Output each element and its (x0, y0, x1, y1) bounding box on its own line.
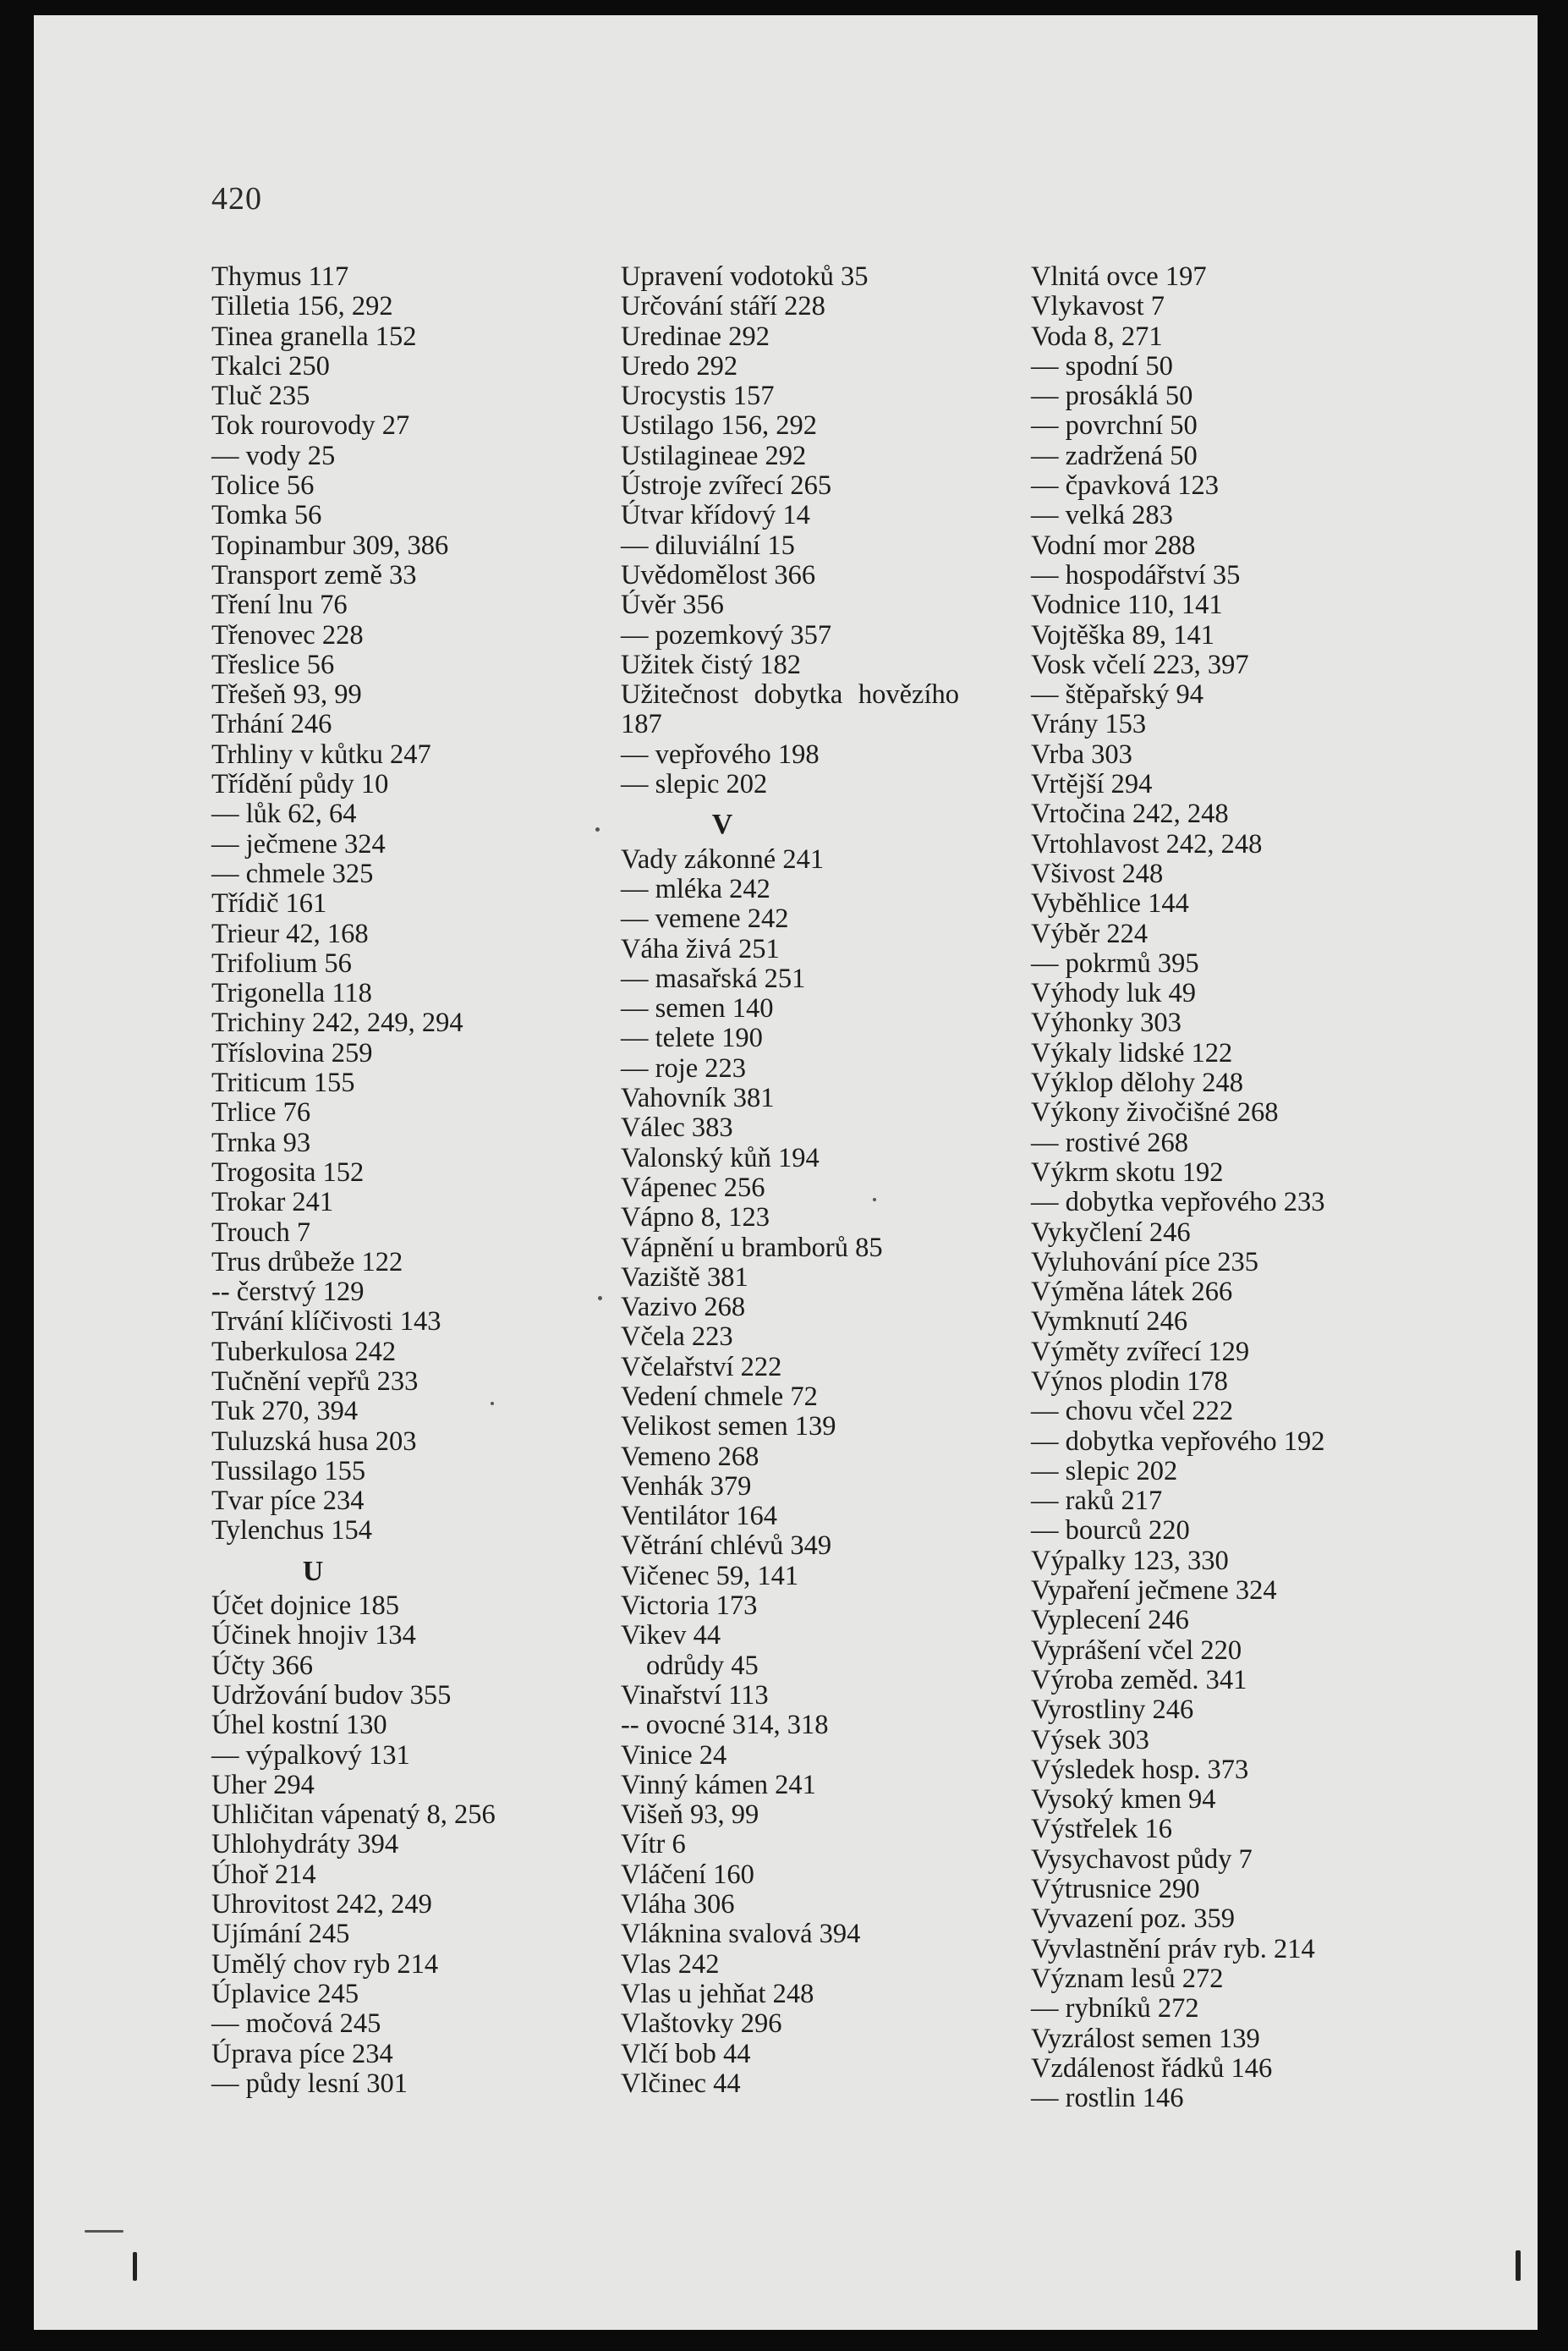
index-entry: Úhoř 214 (211, 1859, 316, 1890)
index-entry: Užitečnost dobytka hovězího 187 (621, 679, 959, 740)
index-entry: Vítr 6 (621, 1829, 686, 1860)
index-entry: Účinek hnojiv 134 (211, 1620, 416, 1651)
index-entry: Výstřelek 16 (1031, 1814, 1172, 1845)
index-entry: Třídič 161 (211, 888, 327, 920)
index-entry: Třeslice 56 (211, 649, 335, 680)
index-entry: Výnos plodin 178 (1031, 1365, 1228, 1397)
index-entry: Výběr 224 (1031, 918, 1149, 949)
index-entry: Vzdálenost řádků 146 (1031, 2052, 1273, 2084)
index-entry: — zadržená 50 (1031, 440, 1198, 471)
index-entry: Vyvlastnění práv ryb. 214 (1031, 1933, 1315, 1964)
index-entry: Vláčení 160 (621, 1859, 754, 1890)
index-entry: Výroba zeměd. 341 (1031, 1664, 1247, 1695)
index-entry: Vodní mor 288 (1031, 530, 1196, 561)
index-entry: Trieur 42, 168 (211, 918, 369, 949)
index-entry: -- ovocné 314, 318 (621, 1710, 829, 1741)
index-entry: Tussilago 155 (211, 1455, 366, 1486)
index-entry: Výkrm skotu 192 (1031, 1156, 1224, 1188)
index-group (1031, 262, 1433, 2113)
index-entry: Trogosita 152 (211, 1156, 365, 1188)
index-entry: Účet dojnice 185 (211, 1590, 400, 1622)
index-entry: — masařská 251 (621, 963, 806, 994)
index-entry: Výměty zvířecí 129 (1031, 1336, 1250, 1367)
index-entry: Vrtohlavost 242, 248 (1031, 828, 1263, 860)
index-entry: Úvěr 356 (621, 590, 724, 621)
index-entry: Tvar píce 234 (211, 1486, 365, 1517)
index-entry: Vysychavost půdy 7 (1031, 1843, 1253, 1875)
index-entry: Vápno 8, 123 (621, 1202, 770, 1233)
index-entry: Vyluhování píce 235 (1031, 1246, 1258, 1277)
index-entry: Tříslovina 259 (211, 1037, 373, 1068)
index-entry: Úhel kostní 130 (211, 1710, 387, 1741)
index-entry: Vemeno 268 (621, 1441, 759, 1472)
index-entry: Výkaly lidské 122 (1031, 1037, 1233, 1068)
index-group (621, 262, 1022, 680)
index-entry: — prosáklá 50 (1031, 381, 1193, 412)
index-entry: Tuluzská husa 203 (211, 1425, 417, 1457)
index-entry: Velikost semen 139 (621, 1411, 836, 1442)
page-number: 420 (211, 181, 262, 217)
index-entry: Vyzrálost semen 139 (1031, 2023, 1260, 2054)
index-entry: — chovu včel 222 (1031, 1396, 1234, 1427)
index-entry: Ústroje zvířecí 265 (621, 470, 832, 502)
index-entry: Výsek 303 (1031, 1724, 1149, 1755)
index-entry: Topinambur 309, 386 (211, 530, 449, 561)
index-entry: Tolice 56 (211, 470, 315, 502)
index-entry: Vrány 153 (1031, 709, 1147, 740)
index-group (211, 1591, 613, 2099)
index-entry: Tomka 56 (211, 500, 322, 531)
index-entry: Tylenchus 154 (211, 1515, 372, 1546)
index-entry: — velká 283 (1031, 500, 1173, 531)
index-entry: Vyplecení 246 (1031, 1605, 1189, 1636)
index-entry: Vlnitá ovce 197 (1031, 261, 1207, 292)
index-entry: Tluč 235 (211, 381, 310, 412)
index-entry: Vlas u jehňat 248 (621, 1978, 814, 2009)
index-entry: Vosk včelí 223, 397 (1031, 649, 1249, 680)
index-entry: Uhličitan vápenatý 8, 256 (211, 1799, 496, 1831)
index-entry: — pozemkový 357 (621, 619, 832, 651)
index-entry: Vápenec 256 (621, 1172, 765, 1203)
index-entry: Uhlohydráty 394 (211, 1829, 399, 1860)
index-entry: Vlčí bob 44 (621, 2038, 751, 2069)
index-entry: Vlaštovky 296 (621, 2008, 782, 2040)
index-column-2 (621, 262, 1022, 2099)
index-entry: Tinea granella 152 (211, 321, 417, 352)
index-entry: Trifolium 56 (211, 948, 352, 979)
index-entry: — dobytka vepřového 233 (1031, 1187, 1325, 1218)
index-entry: Vičenec 59, 141 (621, 1560, 799, 1591)
index-entry: Vojtěška 89, 141 (1031, 619, 1214, 651)
index-entry: Vrtočina 242, 248 (1031, 799, 1229, 830)
index-entry: Všivost 248 (1031, 858, 1164, 889)
index-group (621, 845, 1022, 1651)
index-entry: Výhonky 303 (1031, 1008, 1181, 1039)
index-entry: Triticum 155 (211, 1068, 355, 1099)
index-entry: Trvání klíčivosti 143 (211, 1306, 441, 1338)
index-entry: Vyběhlice 144 (1031, 888, 1189, 920)
index-entry: -- čerstvý 129 (211, 1277, 365, 1308)
index-entry: Vysoký kmen 94 (1031, 1784, 1216, 1815)
index-entry: Vyrostliny 246 (1031, 1695, 1194, 1726)
index-entry: odrůdy 45 (646, 1650, 759, 1681)
index-entry: Výměna látek 266 (1031, 1277, 1233, 1308)
index-entry: Včela 223 (621, 1321, 733, 1353)
index-entry: Výsledek hosp. 373 (1031, 1754, 1249, 1785)
index-entry: — pokrmů 395 (1031, 948, 1199, 979)
index-entry: Vady zákonné 241 (621, 843, 825, 875)
index-entry: Trhání 246 (211, 709, 332, 740)
index-entry: — rostivé 268 (1031, 1127, 1188, 1158)
index-entry: Uredo 292 (621, 350, 738, 382)
index-entry: Užitek čistý 182 (621, 649, 802, 680)
index-entry: — vemene 242 (621, 904, 789, 935)
index-entry: Tření lnu 76 (211, 590, 348, 621)
index-entry: — chmele 325 (211, 858, 374, 889)
index-entry: — rostlin 146 (1031, 2083, 1184, 2114)
index-entry: Victoria 173 (621, 1590, 758, 1622)
index-entry: Trus drůbeže 122 (211, 1246, 403, 1277)
index-entry: Trhliny v kůtku 247 (211, 739, 431, 770)
index-entry: Višeň 93, 99 (621, 1799, 759, 1831)
index-entry: Uhrovitost 242, 249 (211, 1889, 432, 1920)
index-entry: Včelařství 222 (621, 1351, 782, 1382)
index-entry: — hospodářství 35 (1031, 559, 1241, 590)
index-entry: — slepic 202 (621, 769, 768, 800)
index-entry: Tuberkulosa 242 (211, 1336, 397, 1367)
index-entry: — vody 25 (211, 440, 336, 471)
index-entry: Vrba 303 (1031, 739, 1132, 770)
index-entry: Účty 366 (211, 1650, 314, 1681)
index-entry: Vyprášení včel 220 (1031, 1634, 1242, 1666)
index-entry: Tilletia 156, 292 (211, 291, 393, 322)
index-entry: Třenovec 228 (211, 619, 364, 651)
index-entry: Vláknina svalová 394 (621, 1919, 861, 1950)
index-entry: Trlice 76 (211, 1097, 311, 1129)
index-entry: Válec 383 (621, 1112, 733, 1144)
index-entry: Trnka 93 (211, 1127, 311, 1158)
index-entry: Vlas 242 (621, 1948, 720, 1980)
index-entry: Trigonella 118 (211, 978, 372, 1009)
index-entry: Trichiny 242, 249, 294 (211, 1008, 463, 1039)
index-entry: Trokar 241 (211, 1187, 334, 1218)
index-group (211, 262, 613, 1546)
index-entry: Ventilátor 164 (621, 1501, 778, 1532)
index-entry: Tuk 270, 394 (211, 1396, 359, 1427)
index-entry: Upravení vodotoků 35 (621, 261, 869, 292)
index-entry: Výklop dělohy 248 (1031, 1068, 1243, 1099)
index-entry: — roje 223 (621, 1052, 747, 1084)
index-entry: Význam lesů 272 (1031, 1963, 1224, 1994)
index-entry: Vahovník 381 (621, 1083, 775, 1114)
index-entry: Vláha 306 (621, 1889, 735, 1920)
index-entry: Vlčinec 44 (621, 2068, 741, 2099)
index-entry: Úplavice 245 (211, 1978, 359, 2009)
index-entry: Ustilagineae 292 (621, 440, 807, 471)
index-entry: Trouch 7 (211, 1217, 311, 1248)
index-entry: Určování stáří 228 (621, 291, 825, 322)
section-letter: V (711, 809, 733, 841)
index-entry: — raků 217 (1031, 1486, 1163, 1517)
index-entry: — ječmene 324 (211, 828, 386, 860)
index-entry: Úprava píce 234 (211, 2038, 393, 2069)
index-entry: Uredinae 292 (621, 321, 770, 352)
index-column-1 (211, 262, 613, 2099)
index-entry: — bourců 220 (1031, 1515, 1190, 1546)
index-group (621, 1681, 1022, 2099)
index-entry: — telete 190 (621, 1023, 763, 1054)
index-entry: Transport země 33 (211, 559, 417, 590)
index-entry: Vikev 44 (621, 1620, 721, 1651)
index-entry: Útvar křídový 14 (621, 500, 810, 531)
index-entry: — vepřového 198 (621, 739, 820, 770)
index-entry: Thymus 117 (211, 261, 349, 292)
index-entry: — slepic 202 (1031, 1455, 1178, 1486)
index-entry: Vinný kámen 241 (621, 1769, 816, 1800)
index-entry: Vypaření ječmene 324 (1031, 1575, 1277, 1607)
index-entry: Výkony živočišné 268 (1031, 1097, 1279, 1129)
index-entry: — lůk 62, 64 (211, 799, 357, 830)
index-entry: — diluviální 15 (621, 530, 795, 561)
index-entry: — štěpařský 94 (1031, 679, 1203, 711)
index-entry: Tučnění vepřů 233 (211, 1365, 419, 1397)
index-entry: Vrtější 294 (1031, 769, 1153, 800)
index-entry: — semen 140 (621, 993, 774, 1024)
index-entry: Uher 294 (211, 1769, 315, 1800)
index-entry: Vodnice 110, 141 (1031, 590, 1223, 621)
index-group (621, 740, 1022, 800)
book-page (34, 15, 1538, 2330)
index-entry: Vinice 24 (621, 1739, 727, 1771)
index-entry: Voda 8, 271 (1031, 321, 1163, 352)
index-entry: — čpavková 123 (1031, 470, 1220, 502)
index-entry: Urocystis 157 (621, 381, 775, 412)
index-entry: Venhák 379 (621, 1470, 752, 1502)
index-entry: Vápnění u bramborů 85 (621, 1232, 883, 1263)
index-entry: Udržování budov 355 (211, 1679, 452, 1711)
index-entry: Vymknutí 246 (1031, 1306, 1188, 1338)
index-entry: Výhody luk 49 (1031, 978, 1196, 1009)
index-entry: — močová 245 (211, 2008, 381, 2040)
index-entry: Výpalky 123, 330 (1031, 1545, 1229, 1576)
index-entry: — povrchní 50 (1031, 410, 1198, 442)
index-entry: Tkalci 250 (211, 350, 330, 382)
index-entry: — spodní 50 (1031, 350, 1173, 382)
index-entry: Váha živá 251 (621, 933, 780, 964)
index-entry: Ustilago 156, 292 (621, 410, 818, 442)
index-entry: — výpalkový 131 (211, 1739, 410, 1771)
index-entry: Uvědomělost 366 (621, 559, 816, 590)
index-entry: Větrání chlévů 349 (621, 1530, 832, 1562)
section-letter: U (302, 1555, 324, 1587)
index-column-3 (1031, 262, 1433, 2113)
index-entry: Tok rourovody 27 (211, 410, 410, 442)
index-entry: — rybníků 272 (1031, 1993, 1199, 2024)
index-entry: Výtrusnice 290 (1031, 1874, 1200, 1905)
index-entry: Třídění půdy 10 (211, 769, 389, 800)
index-entry: Vazivo 268 (621, 1292, 746, 1323)
index-entry: Vyvazení poz. 359 (1031, 1903, 1235, 1935)
index-entry: Vykyčlení 246 (1031, 1217, 1191, 1248)
index-entry: Ujímání 245 (211, 1919, 350, 1950)
index-entry: Vaziště 381 (621, 1261, 748, 1293)
index-entry: Vedení chmele 72 (621, 1381, 818, 1412)
index-entry: — dobytka vepřového 192 (1031, 1425, 1325, 1457)
index-entry: Umělý chov ryb 214 (211, 1948, 439, 1980)
index-entry: Vinařství 113 (621, 1679, 769, 1711)
index-entry: Valonský kůň 194 (621, 1142, 820, 1173)
index-entry: — mléka 242 (621, 873, 770, 904)
index-entry: Třešeň 93, 99 (211, 679, 362, 711)
index-entry: — půdy lesní 301 (211, 2068, 408, 2099)
index-entry: Vlykavost 7 (1031, 291, 1165, 322)
